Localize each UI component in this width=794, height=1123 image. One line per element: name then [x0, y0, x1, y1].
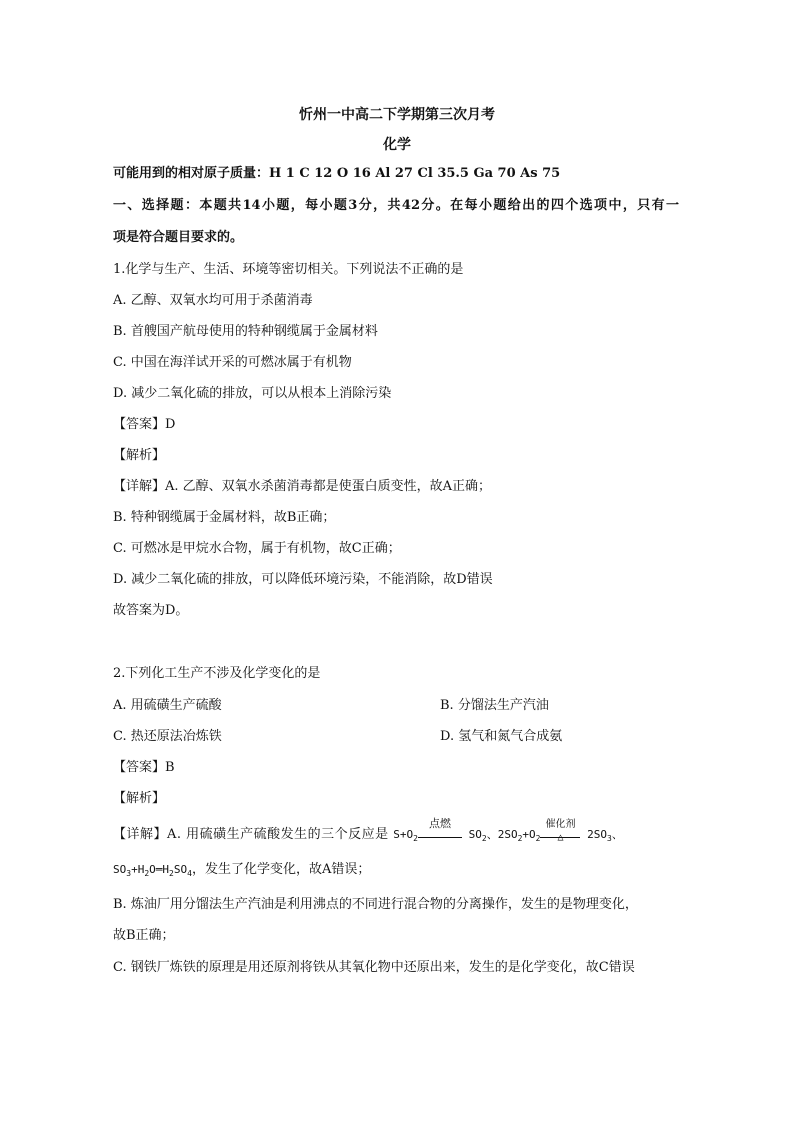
q2-answer: 【答案】B — [113, 760, 175, 775]
q2-detail-b-line1: B. 炼油厂用分馏法生产汽油是利用沸点的不同进行混合物的分离操作，发生的是物理变化， — [113, 897, 638, 912]
q2-option-a: A. 用硫磺生产硫酸 — [113, 698, 222, 713]
q1-stem: 1.化学与生产、生活、环境等密切相关。下列说法不正确的是 — [113, 262, 464, 277]
q1-option-a: A. 乙醇、双氧水均可用于杀菌消毒 — [113, 293, 313, 308]
q2-detail-a-prefix: 【详解】A. 用硫磺生产硫酸发生的三个反应是 — [113, 827, 389, 842]
equation-so3-water: $SO_3+H_2O═H_2SO_4$ — [113, 863, 192, 878]
q1-option-b: B. 首艘国产航母使用的特种钢缆属于金属材料 — [113, 324, 378, 339]
q2-option-c: C. 热还原法冶炼铁 — [113, 729, 222, 744]
atomic-masses: 可能用到的相对原子质量：H 1 C 12 O 16 Al 27 Cl 35.5 Ga 70 As 75 — [113, 166, 561, 181]
section1-instruction-line2: 项是符合题目要求的。 — [113, 230, 244, 245]
q2-analysis-label: 【解析】 — [113, 791, 166, 806]
reaction-arrow-catalyst: 催化剂 △ — [540, 831, 580, 838]
q2-detail-a-line2 — [113, 862, 370, 882]
q1-detail-d: D. 减少二氧化硫的排放，可以降低环境污染，不能消除，故D错误 — [113, 572, 493, 587]
q2-detail-a-conclusion: ，发生了化学变化，故A错误； — [191, 862, 371, 877]
q1-detail-c: C. 可燃冰是甲烷水合物，属于有机物，故C正确； — [113, 541, 401, 556]
subject-title: 化学 — [383, 137, 411, 153]
q1-conclusion: 故答案为D。 — [113, 603, 189, 618]
q2-detail-c: C. 钢铁厂炼铁的原理是用还原剂将铁从其氧化物中还原出来，发生的是化学变化，故C错误 — [113, 960, 635, 975]
q2-stem: 2.下列化工生产不涉及化学变化的是 — [113, 666, 321, 681]
q1-analysis-label: 【解析】 — [113, 448, 166, 463]
q1-option-c: C. 中国在海洋试开采的可燃冰属于有机物 — [113, 355, 352, 370]
q1-detail-a: 【详解】A. 乙醇、双氧水杀菌消毒都是使蛋白质变性，故A正确； — [113, 479, 492, 494]
q2-detail-a-line1 — [113, 817, 623, 847]
equation-sulfur-combustion: $S+O_2$ 点燃 $SO_2$、$2SO_2+O_2$ 催化剂 △ $2SO_3$、 — [393, 817, 623, 843]
q2-option-d: D. 氢气和氮气合成氨 — [440, 729, 563, 744]
q1-answer: 【答案】D — [113, 417, 176, 432]
reaction-arrow-ignition: 点燃 — [418, 831, 462, 838]
q1-detail-b: B. 特种钢缆属于金属材料，故B正确； — [113, 510, 336, 525]
q2-detail-b-line2: 故B正确； — [113, 928, 175, 943]
section1-instruction-line1: 一、选择题：本题共14小题，每小题3分，共42分。在每小题给出的四个选项中，只有一 — [113, 198, 679, 213]
exam-title: 忻州一中高二下学期第三次月考 — [299, 107, 495, 123]
q2-option-b: B. 分馏法生产汽油 — [440, 698, 549, 713]
q1-option-d: D. 减少二氧化硫的排放，可以从根本上消除污染 — [113, 386, 392, 401]
